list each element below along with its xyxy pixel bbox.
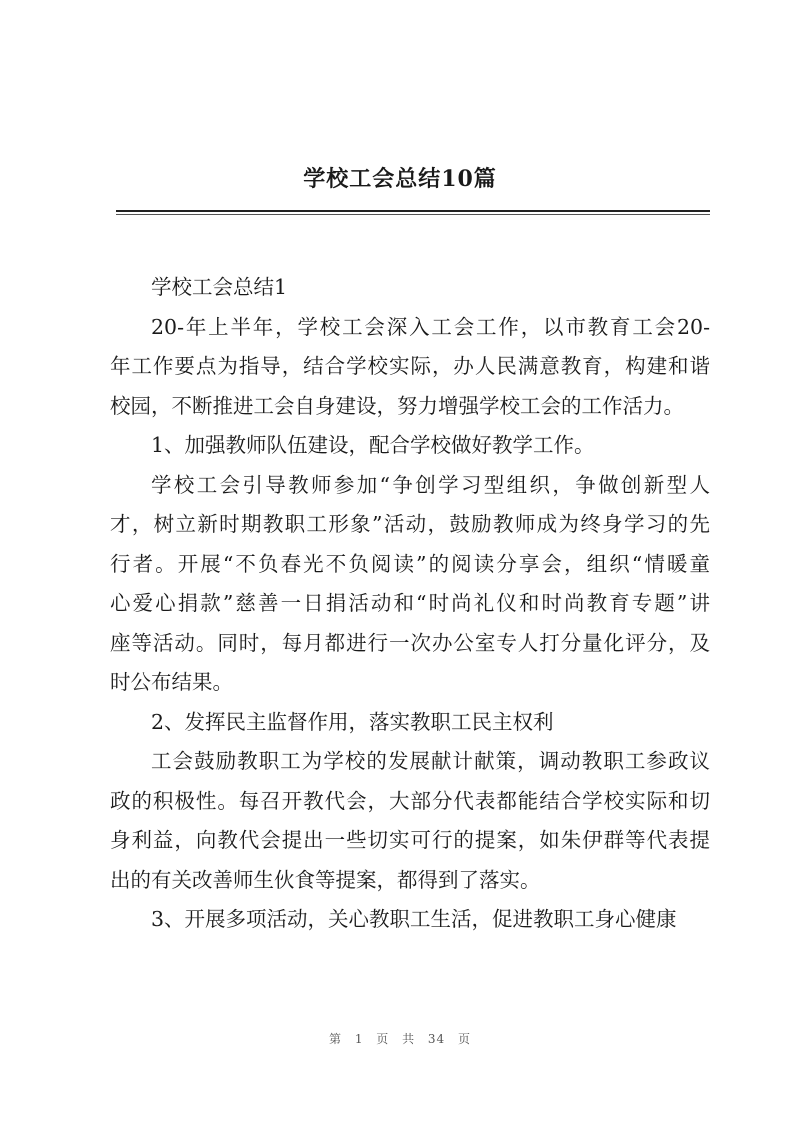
paragraph-line: 座等活动。同时，每月都进行一次办公室专人打分量化评分，及 bbox=[110, 630, 710, 655]
paragraph-line: 20-年上半年，学校工会深入工会工作，以市教育工会20- bbox=[151, 314, 710, 339]
paragraph-line: 学校工会引导教师参加“争创学习型组织，争做创新型人 bbox=[151, 472, 710, 497]
paragraph-line: 才，树立新时期教职工形象”活动，鼓励教师成为终身学习的先 bbox=[110, 512, 710, 536]
item-heading: 2、发挥民主监督作用，落实教职工民主权利 bbox=[151, 709, 554, 734]
document-title: 学校工会总结10篇 bbox=[303, 166, 497, 192]
item-heading: 1、加强教师队伍建设，配合学校做好教学工作。 bbox=[151, 433, 595, 457]
paragraph-line: 出的有关改善师生伙食等提案，都得到了落实。 bbox=[110, 867, 541, 892]
paragraph-line: 身利益，向教代会提出一些切实可行的提案，如朱伊群等代表提 bbox=[110, 828, 710, 852]
paragraph-line: 校园，不断推进工会自身建设，努力增强学校工会的工作活力。 bbox=[110, 393, 684, 418]
item-heading: 3、开展多项活动，关心教职工生活，促进教职工身心健康 bbox=[151, 907, 677, 931]
paragraph-line: 心爱心捐款”慈善一日捐活动和“时尚礼仪和时尚教育专题”讲 bbox=[110, 591, 710, 615]
paragraph-line: 工会鼓励教职工为学校的发展献计献策，调动教职工参政议 bbox=[151, 749, 710, 773]
section-heading: 学校工会总结1 bbox=[151, 275, 288, 299]
page-number-footer: 第 1 页 共 34 页 bbox=[329, 1032, 471, 1046]
paragraph-line: 年工作要点为指导，结合学校实际，办人民满意教育，构建和谐 bbox=[110, 354, 710, 378]
title-underline bbox=[116, 210, 710, 212]
paragraph-line: 时公布结果。 bbox=[110, 670, 233, 694]
paragraph-line: 行者。开展“不负春光不负阅读”的阅读分享会，组织“情暖童 bbox=[110, 551, 710, 576]
title-underline-thin bbox=[116, 214, 710, 215]
document-body bbox=[110, 268, 710, 940]
paragraph-line: 政的积极性。每召开教代会，大部分代表都能结合学校实际和切 bbox=[110, 788, 710, 813]
